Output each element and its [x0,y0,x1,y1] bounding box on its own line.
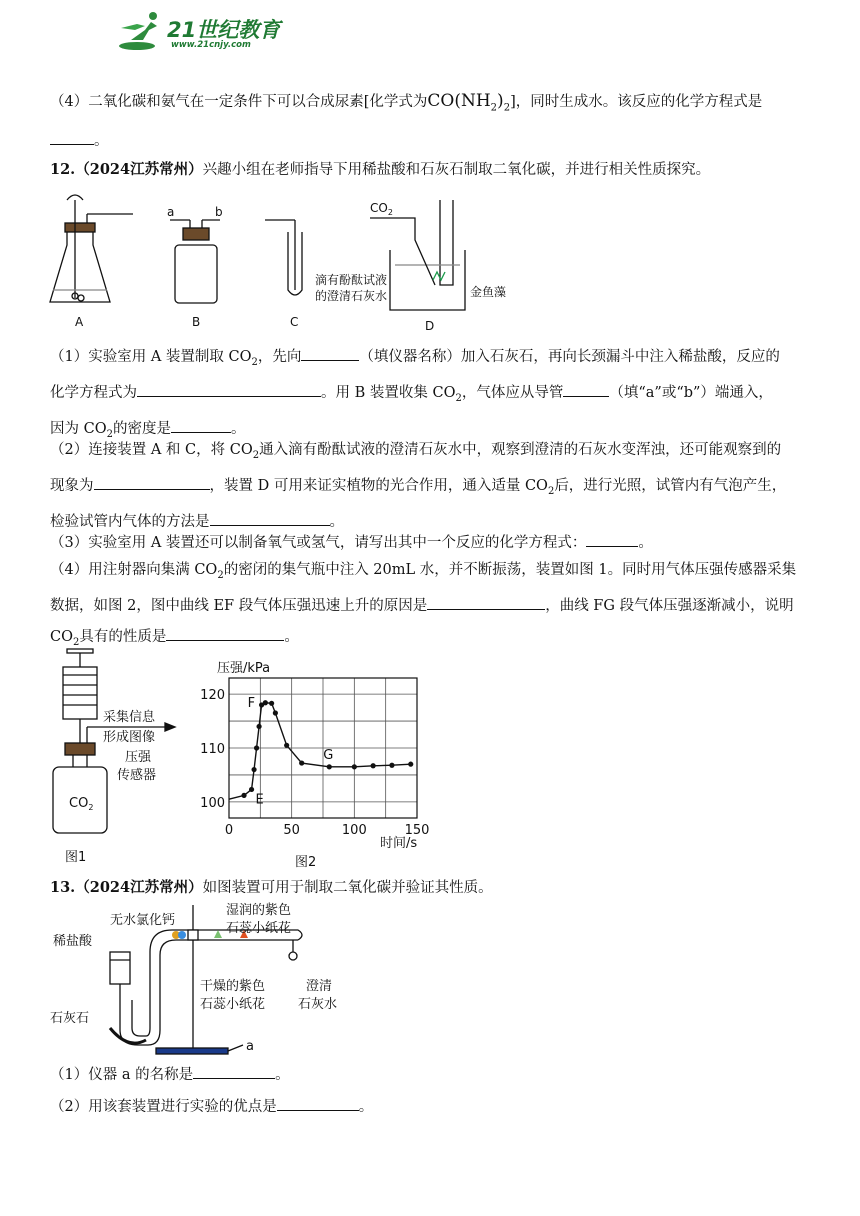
chart-ylabel: 压强/kPa [217,661,271,676]
data-point [299,760,304,765]
label-d-desc: 金鱼藻 [470,285,507,299]
data-point [273,710,278,715]
label-lime2: 石灰水 [298,997,338,1012]
data-point [241,793,246,798]
label-co2: $CO_2$ [370,201,393,217]
answer-blank[interactable] [94,475,210,490]
label-dry1: 干燥的紫色 [200,979,266,994]
label-C: C [290,315,299,329]
data-point [256,724,261,729]
label-D: D [425,319,435,333]
logo [115,10,290,54]
fig1-bottle-label: $CO_2$ [69,796,94,812]
question-number: 12.（2024江苏常州） [50,161,203,178]
y-tick-label: 110 [200,742,225,757]
label-dry2: 石蕊小纸花 [200,997,266,1012]
label-a: a [246,1039,254,1054]
data-point [269,701,274,706]
label-a: a [167,205,175,219]
pressure-curve [229,703,411,799]
answer-blank[interactable] [137,382,321,397]
data-point [371,763,376,768]
q13-apparatus [48,900,368,1060]
question-number: 13.（2024江苏常州） [50,879,203,896]
data-point [251,767,256,772]
x-tick-label: 150 [404,823,430,838]
point-annotation: G [323,747,334,763]
figure-1 [45,645,205,870]
urea-formula: $CO(NH_2)_2$ [427,91,511,114]
data-point [327,764,332,769]
answer-blank[interactable] [166,626,284,641]
point-annotation: F [247,695,256,711]
q13-stem: 13.（2024江苏常州）如图装置可用于制取二氧化碳并验证其性质。 [50,879,493,896]
logo-url: www.21cnjy.com [171,40,251,50]
answer-blank[interactable] [193,1064,275,1079]
fig1-arrow-label2: 形成图像 [103,730,156,745]
logo-text: 21世纪教育 [167,18,281,42]
fig1-sensor-label1: 压强 [125,750,152,765]
answer-blank[interactable] [427,595,545,610]
answer-blank[interactable] [277,1096,359,1111]
q12-part4: （4）用注射器向集满 $CO_2$的密闭的集气瓶中注入 20mL 水，并不断振荡，装置如图 1。同时用气体压强传感器采集 数据，如图 2，图中曲线 EF 段气体压强迅速上升的原因是 ，曲线 FG 段气体压强逐渐减小，说明 $CO_2$具有的性质是 。 [50,562,797,648]
q11-answer-line: 。 [50,126,810,157]
label-c-desc2: 的澄清石灰水 [315,289,388,303]
fig1-caption: 图1 [65,850,87,865]
figure-2-chart [195,648,440,873]
q12-part3: （3）实验室用 A 装置还可以制备氧气或氢气，请写出其中一个反应的化学方程式： 。 [50,528,810,559]
apparatus-figure [45,190,525,335]
fig1-arrow-label1: 采集信息 [103,710,156,725]
answer-blank[interactable] [171,418,231,433]
data-point [389,763,394,768]
label-c-desc1: 滴有酚酞试液 [315,273,388,287]
data-point [284,743,289,748]
data-point [249,787,254,792]
data-point [254,745,259,750]
q12-stem: 12.（2024江苏常州）兴趣小组在老师指导下用稀盐酸和石灰石制取二氧化碳，并进行相关性质探究。 [50,161,711,178]
fig2-caption: 图2 [295,855,317,870]
answer-blank[interactable] [586,532,638,547]
y-tick-label: 100 [200,795,225,811]
data-point [352,764,357,769]
label-A: A [75,315,84,329]
fig1-sensor-label2: 传感器 [117,768,157,783]
y-tick-label: 120 [200,688,225,704]
label-lime1: 澄清 [306,979,333,994]
label-hcl: 稀盐酸 [53,934,93,949]
x-tick-label: 50 [283,823,300,838]
q13-part1: （1）仪器 a 的名称是 。 [50,1060,810,1091]
q13-part2: （2）用该套装置进行实验的优点是 。 [50,1092,810,1123]
label-B: B [192,315,201,329]
x-tick-label: 100 [341,823,367,838]
data-point [263,700,268,705]
q12-part2: （2）连接装置 A 和 C，将 $CO_2$通入滴有酚酞试液的澄清石灰水中，观察到澄清的石灰水变浑浊，还可能观察到的 现象为 ，装置 D 可用来证实植物的光合作用，通入适量 $CO_2$后，进行光照，试管内有气泡产生， 检验试管内气体的方法是 。 [50,442,787,530]
q11-part4: （4）二氧化碳和氨气在一定条件下可以合成尿素[化学式为$CO(NH_2)_2$]，同时生成水。该反应的化学方程式是 [50,91,763,114]
label-stone: 石灰石 [50,1011,90,1026]
point-annotation: E [255,792,264,808]
answer-blank[interactable] [50,130,94,145]
label-wet1: 湿润的紫色 [226,903,292,918]
answer-blank[interactable] [210,511,330,526]
chart-xlabel: 时间/s [380,836,418,851]
label-cacl2: 无水氯化钙 [110,913,176,928]
q12-part1: （1）实验室用 A 装置制取 $CO_2$，先向 （填仪器名称）加入石灰石，再向长颈漏斗中注入稀盐酸，反应的 化学方程式为 。用 B 装置收集 $CO_2$，气体应从导管 （填“a”或“b”）端通入， 因为 $CO_2$的密度是 。 [50,342,810,450]
answer-blank[interactable] [563,382,609,397]
x-tick-label: 0 [224,823,234,838]
data-point [408,762,413,767]
label-wet2: 石蕊小纸花 [226,921,292,936]
label-b: b [215,205,223,219]
answer-blank[interactable] [301,346,359,361]
